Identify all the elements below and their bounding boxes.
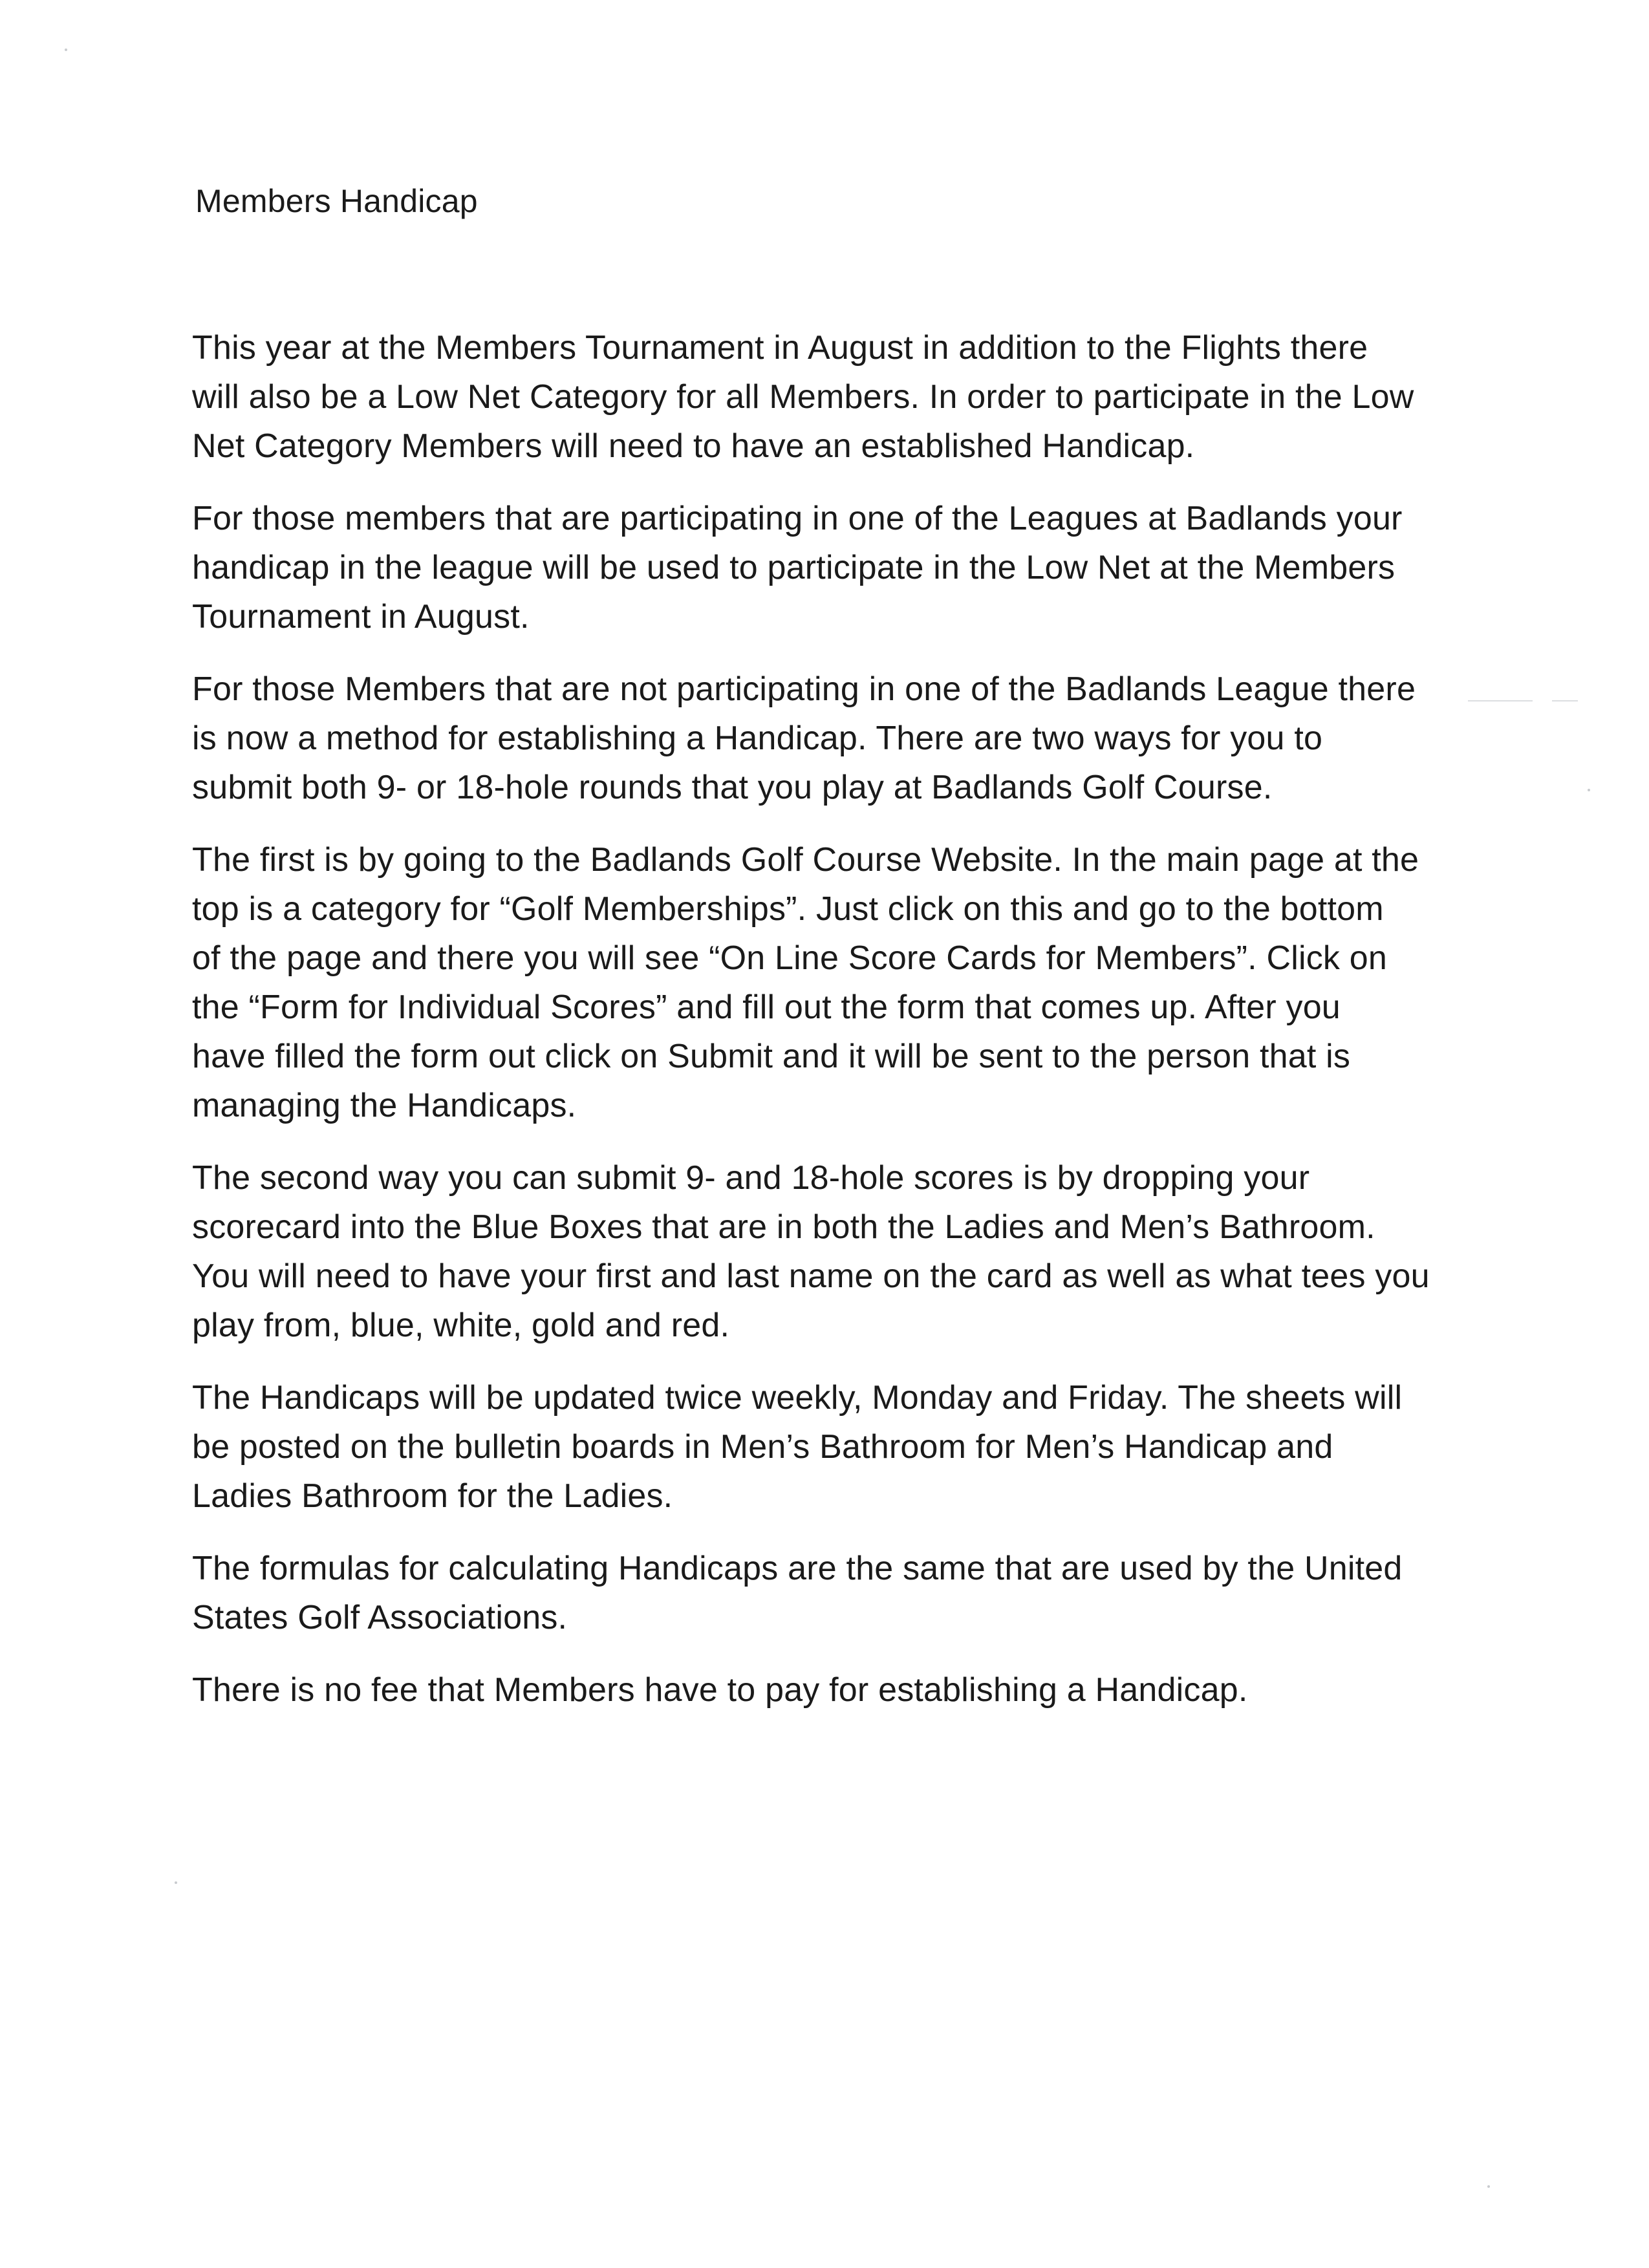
scan-artifact-dot (1487, 2185, 1490, 2188)
text-line: Tournament in August. (192, 598, 530, 636)
text-line: States Golf Associations. (192, 1599, 568, 1636)
scan-artifact-dot (1588, 789, 1590, 791)
text-line: is now a method for establishing a Handicap. There are two ways for you to (192, 720, 1323, 757)
scan-artifact-dot (65, 48, 67, 51)
text-line: The second way you can submit 9- and 18-hole scores is by dropping your (192, 1159, 1310, 1197)
text-line: be posted on the bulletin boards in Men’s Bathroom for Men’s Handicap and (192, 1428, 1333, 1466)
document-body (192, 323, 1498, 1738)
text-line: the “Form for Individual Scores” and fill out the form that comes up. After you (192, 989, 1341, 1026)
paragraph-blue-box-method (192, 1153, 1498, 1350)
text-line: For those members that are participating in one of the Leagues at Badlands your (192, 500, 1403, 537)
text-line: This year at the Members Tournament in August in addition to the Flights there (192, 329, 1368, 367)
text-line: have filled the form out click on Submit and it will be sent to the person that is (192, 1038, 1351, 1075)
text-line: play from, blue, white, gold and red. (192, 1307, 730, 1344)
text-line: of the page and there you will see “On Line Score Cards for Members”. Click on (192, 939, 1388, 977)
paragraph-formulas (192, 1544, 1498, 1642)
paragraph-league-members (192, 494, 1498, 641)
paragraph-website-method (192, 835, 1498, 1130)
paragraph-non-league-members (192, 665, 1498, 812)
paragraph-update-schedule (192, 1373, 1498, 1521)
text-line: The first is by going to the Badlands Golf Course Website. In the main page at the (192, 841, 1419, 879)
text-line: Net Category Members will need to have an established Handicap. (192, 427, 1195, 465)
paragraph-low-net-category (192, 323, 1498, 471)
text-line: managing the Handicaps. (192, 1087, 577, 1124)
text-line: submit both 9- or 18-hole rounds that you play at Badlands Golf Course. (192, 769, 1273, 806)
text-line: Ladies Bathroom for the Ladies. (192, 1477, 673, 1515)
text-line: The Handicaps will be updated twice weekly, Monday and Friday. The sheets will (192, 1379, 1403, 1417)
text-line: There is no fee that Members have to pay for establishing a Handicap. (192, 1671, 1248, 1709)
text-line: will also be a Low Net Category for all Members. In order to participate in the Low (192, 378, 1414, 416)
document-title: Members Handicap (195, 183, 478, 219)
paragraph-no-fee (192, 1665, 1498, 1715)
text-line: scorecard into the Blue Boxes that are in both the Ladies and Men’s Bathroom. (192, 1208, 1375, 1246)
scan-artifact-dot (175, 1881, 177, 1884)
text-line: top is a category for “Golf Memberships”. Just click on this and go to the bottom (192, 890, 1384, 928)
text-line: The formulas for calculating Handicaps are the same that are used by the United (192, 1550, 1403, 1587)
text-line: For those Members that are not participating in one of the Badlands League there (192, 670, 1416, 708)
text-line: handicap in the league will be used to participate in the Low Net at the Members (192, 549, 1396, 586)
scan-artifact-line (1552, 700, 1578, 701)
text-line: You will need to have your first and last name on the card as well as what tees you (192, 1257, 1430, 1295)
